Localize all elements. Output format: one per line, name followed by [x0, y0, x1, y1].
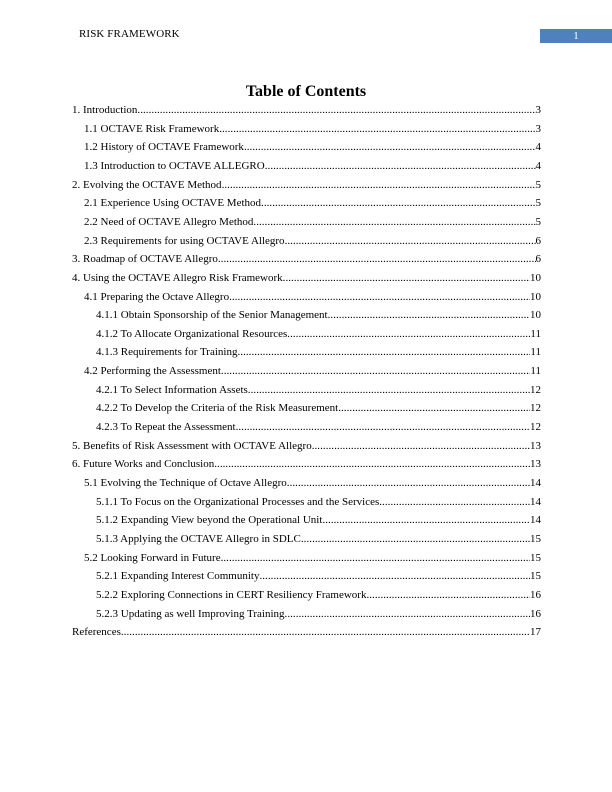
toc-entry[interactable]: [96, 381, 541, 397]
toc-entry-title: 2.3 Requirements for using OCTAVE Allegro: [84, 234, 285, 247]
toc-entry[interactable]: [84, 474, 541, 490]
toc-entry-title: 4.2.3 To Repeat the Assessment: [96, 421, 236, 434]
toc-dot-leader: [287, 477, 530, 490]
toc-entry-title: 2. Evolving the OCTAVE Method: [72, 178, 222, 191]
toc-entry-page: 15: [530, 570, 541, 583]
toc-entry-page: 14: [530, 477, 541, 489]
toc-entry-page: 15: [530, 532, 541, 545]
toc-entry[interactable]: [72, 250, 541, 266]
toc-entry-page: 11: [530, 346, 541, 359]
running-header-title: RISK FRAMEWORK: [79, 28, 180, 40]
toc-entry[interactable]: [96, 567, 541, 583]
toc-entry[interactable]: [96, 418, 541, 434]
toc-entry-title: 5.1.3 Applying the OCTAVE Allegro in SDLC: [96, 532, 301, 545]
toc-entry-title: 5.2 Looking Forward in Future: [84, 551, 221, 564]
toc-entry[interactable]: [96, 605, 541, 621]
toc-entry-page: 10: [530, 271, 541, 284]
toc-entry-title: 4.1 Preparing the Octave Allegro: [84, 290, 230, 303]
toc-entry-page: 6: [535, 234, 541, 247]
toc-entry-title: References: [72, 626, 121, 639]
toc-dot-leader: [137, 104, 535, 117]
toc-entry-title: 5.2.3 Updating as well Improving Training: [96, 607, 285, 620]
toc-dot-leader: [301, 533, 530, 546]
toc-entry-title: 5. Benefits of Risk Assessment with OCTAVE Allegro: [72, 439, 312, 452]
toc-entry-page: 16: [530, 607, 541, 620]
toc-dot-leader: [283, 272, 530, 285]
toc-entry-page: 4: [535, 141, 541, 154]
toc-dot-leader: [312, 440, 530, 453]
toc-entry[interactable]: [72, 455, 541, 471]
toc-entry[interactable]: [84, 120, 541, 136]
toc-entry[interactable]: [84, 213, 541, 229]
toc-entry[interactable]: [96, 530, 541, 546]
toc-dot-leader: [366, 589, 530, 602]
toc-entry-page: 13: [530, 439, 541, 452]
toc-entry-page: 12: [530, 383, 541, 396]
toc-entry[interactable]: [84, 232, 541, 248]
toc-entry-page: 5: [535, 178, 541, 191]
toc-entry[interactable]: [96, 325, 541, 341]
toc-entry-page: 14: [530, 514, 541, 527]
toc-entry[interactable]: [96, 511, 541, 527]
toc-entry-page: 4: [535, 159, 541, 172]
toc-heading: Table of Contents: [245, 83, 367, 100]
toc-entry-title: 4.2 Performing the Assessment: [84, 365, 221, 378]
toc-dot-leader: [259, 570, 530, 583]
toc-entry-title: 4.1.2 To Allocate Organizational Resources: [96, 327, 288, 340]
toc-entry-title: 5.1 Evolving the Technique of Octave Allegro: [84, 477, 287, 489]
toc-entry-page: 11: [530, 365, 541, 378]
toc-dot-leader: [261, 197, 535, 210]
toc-entry-page: 10: [530, 290, 541, 303]
toc-entry[interactable]: [84, 194, 541, 210]
toc-dot-leader: [328, 309, 530, 322]
toc-entry-title: 4.1.1 Obtain Sponsorship of the Senior Management: [96, 309, 328, 322]
toc-dot-leader: [219, 123, 535, 136]
toc-entry-title: 2.1 Experience Using OCTAVE Method: [84, 197, 262, 210]
toc-entry-title: 4.1.3 Requirements for Training: [96, 346, 238, 359]
toc-entry-title: 1.2 History of OCTAVE Framework: [84, 141, 244, 154]
toc-entry[interactable]: [72, 269, 541, 285]
toc-entry[interactable]: [72, 101, 541, 117]
toc-entry[interactable]: [72, 623, 541, 639]
toc-entry-title: 4.2.1 To Select Information Assets: [96, 383, 248, 396]
toc-entry-page: 5: [535, 215, 541, 228]
toc-dot-leader: [214, 458, 530, 471]
toc-entry-page: 15: [530, 551, 541, 564]
toc-dot-leader: [237, 346, 530, 359]
toc-dot-leader: [218, 253, 536, 266]
toc-entry[interactable]: [96, 306, 541, 322]
toc-entry-page: 16: [530, 588, 541, 601]
toc-entry-page: 13: [530, 458, 541, 471]
toc-entry-page: 5: [535, 197, 541, 210]
toc-dot-leader: [221, 552, 530, 565]
toc-entry-title: 5.1.1 To Focus on the Organizational Processes and the Services: [96, 495, 380, 508]
toc-dot-leader: [285, 235, 536, 248]
toc-entry-title: 5.2.1 Expanding Interest Community: [96, 570, 260, 583]
toc-entry-title: 6. Future Works and Conclusion: [72, 458, 215, 471]
toc-dot-leader: [221, 365, 531, 378]
toc-entry[interactable]: [84, 157, 541, 173]
toc-dot-leader: [253, 216, 535, 229]
toc-entry-title: 4.2.2 To Develop the Criteria of the Risk Measurement: [96, 402, 339, 415]
toc-dot-leader: [322, 514, 530, 527]
toc-entry-page: 17: [530, 626, 541, 639]
toc-dot-leader: [244, 141, 536, 154]
toc-dot-leader: [248, 384, 530, 397]
toc-dot-leader: [222, 179, 536, 192]
toc-entry-page: 10: [530, 309, 541, 322]
toc-entry-title: 1.3 Introduction to OCTAVE ALLEGRO: [84, 159, 265, 172]
toc-entry-page: 14: [530, 495, 541, 508]
toc-entry-title: 1. Introduction: [72, 104, 138, 116]
toc-entry-title: 2.2 Need of OCTAVE Allegro Method: [84, 215, 254, 228]
toc-entry[interactable]: [72, 437, 541, 453]
page-number-badge: 1: [540, 29, 612, 43]
toc-dot-leader: [121, 626, 530, 639]
toc-entry[interactable]: [84, 288, 541, 304]
toc-dot-leader: [265, 160, 536, 173]
toc-entry[interactable]: [96, 343, 541, 359]
toc-entry-title: 5.1.2 Expanding View beyond the Operational Unit: [96, 514, 323, 527]
toc-entry[interactable]: [84, 549, 541, 565]
toc-entry-page: 12: [530, 402, 541, 415]
toc-dot-leader: [285, 608, 530, 621]
toc-entry[interactable]: [84, 138, 541, 154]
toc-entry-page: 11: [530, 327, 541, 340]
toc-entry-title: 5.2.2 Exploring Connections in CERT Resiliency Framework: [96, 588, 367, 601]
toc-entry-page: 3: [535, 122, 541, 135]
toc-entry[interactable]: [96, 399, 541, 415]
toc-dot-leader: [229, 291, 530, 304]
toc-dot-leader: [287, 328, 530, 341]
toc-entry-title: 4. Using the OCTAVE Allegro Risk Framework: [72, 271, 283, 284]
toc-dot-leader: [236, 421, 530, 434]
toc-entry-page: 6: [535, 253, 541, 266]
toc-entry-title: 3. Roadmap of OCTAVE Allegro: [72, 253, 218, 266]
toc-entry[interactable]: [72, 176, 541, 192]
toc-entry-title: 1.1 OCTAVE Risk Framework: [84, 122, 220, 135]
toc-entry[interactable]: [96, 586, 541, 602]
toc-entry-page: 3: [535, 104, 541, 116]
toc-entry-page: 12: [530, 421, 541, 434]
toc-dot-leader: [338, 402, 530, 415]
toc-dot-leader: [379, 496, 530, 509]
toc-entry[interactable]: [96, 493, 541, 509]
toc-entry[interactable]: [84, 362, 541, 378]
